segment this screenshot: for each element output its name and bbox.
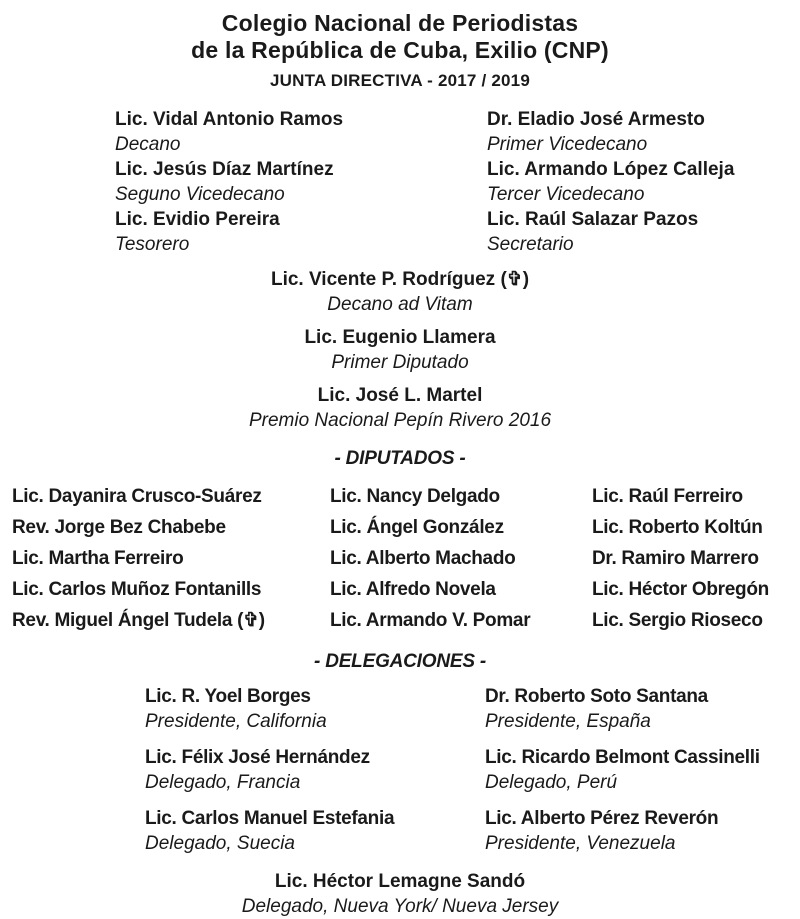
delegate-name: Lic. Alberto Pérez Reverón (485, 808, 719, 829)
officer-role: Seguno Vicedecano (115, 184, 285, 205)
honorary-role: Primer Diputado (331, 352, 469, 373)
delegaciones-section (0, 651, 800, 919)
diputado-name: Lic. Raúl Ferreiro (592, 486, 743, 507)
honorary-entry (0, 325, 800, 375)
officer-name: Lic. Jesús Díaz Martínez (115, 159, 334, 180)
delegate-role: Delegado, Suecia (145, 833, 295, 854)
officer-name: Lic. Evidio Pereira (115, 209, 280, 230)
delegate-entry (145, 684, 485, 734)
officer-role: Tesorero (115, 234, 190, 255)
officer-name: Lic. Raúl Salazar Pazos (487, 209, 699, 230)
page-title-line2: de la República de Cuba, Exilio (CNP) (191, 37, 609, 63)
officer-entry (487, 107, 800, 257)
delegate-entry (485, 684, 800, 734)
delegate-role: Presidente, Venezuela (485, 833, 676, 854)
diputado-name: Lic. Alberto Machado (330, 548, 516, 569)
page-subtitle: JUNTA DIRECTIVA - 2017 / 2019 (270, 71, 530, 90)
officers-right-column (487, 107, 800, 257)
honorary-name: Lic. Eugenio Llamera (304, 327, 496, 348)
diputados-grid (12, 481, 800, 636)
diputado-name: Lic. Dayanira Crusco-Suárez (12, 486, 262, 507)
page-title-line1: Colegio Nacional de Periodistas (221, 10, 579, 36)
officers-left-column (115, 107, 487, 257)
diputados-section (0, 448, 800, 636)
honorary-role: Decano ad Vitam (327, 294, 473, 315)
delegate-name: Dr. Roberto Soto Santana (485, 686, 708, 707)
diputado-name: Lic. Roberto Koltún (592, 517, 763, 538)
title-block (0, 10, 800, 91)
delegate-footer-entry (0, 869, 800, 919)
delegate-entry (145, 806, 485, 856)
delegate-name: Lic. Félix José Hernández (145, 747, 370, 768)
officer-name: Lic. Vidal Antonio Ramos (115, 109, 344, 130)
diputado-name: Lic. Sergio Rioseco (592, 610, 763, 631)
honorary-section (0, 267, 800, 433)
diputados-heading: - DIPUTADOS - (334, 448, 466, 469)
delegaciones-heading: - DELEGACIONES - (313, 651, 487, 672)
honorary-entry (0, 383, 800, 433)
officer-entry (115, 107, 487, 257)
delegate-entry (485, 806, 800, 856)
honorary-role: Premio Nacional Pepín Rivero 2016 (248, 410, 552, 431)
honorary-name: Lic. José L. Martel (317, 385, 483, 406)
honorary-entry (0, 267, 800, 317)
officer-role: Primer Vicedecano (487, 134, 648, 155)
diputado-name: Rev. Jorge Bez Chabebe (12, 517, 226, 538)
delegate-entry (485, 745, 800, 795)
delegate-name: Lic. Carlos Manuel Estefania (145, 808, 395, 829)
delegate-role: Delegado, Nueva York/ Nueva Jersey (241, 896, 559, 917)
delegaciones-left-column (145, 684, 485, 867)
delegate-role: Delegado, Perú (485, 772, 618, 793)
delegaciones-grid (145, 684, 800, 867)
delegate-name: Lic. Ricardo Belmont Cassinelli (485, 747, 760, 768)
officer-name: Lic. Armando López Calleja (487, 159, 735, 180)
delegate-name: Lic. R. Yoel Borges (145, 686, 311, 707)
officers-section (115, 107, 800, 257)
delegate-name: Lic. Héctor Lemagne Sandó (274, 871, 526, 892)
delegate-entry (145, 745, 485, 795)
diputado-name: Lic. Ángel González (330, 517, 504, 538)
officer-role: Tercer Vicedecano (487, 184, 645, 205)
delegate-role: Presidente, España (485, 711, 651, 732)
diputado-name: Lic. Carlos Muñoz Fontanills (12, 579, 262, 600)
officer-name: Dr. Eladio José Armesto (487, 109, 705, 130)
diputado-name: Lic. Héctor Obregón (592, 579, 769, 600)
officer-role: Decano (115, 134, 181, 155)
delegate-role: Presidente, California (145, 711, 327, 732)
diputado-name: Lic. Armando V. Pomar (330, 610, 531, 631)
diputado-name: Lic. Nancy Delgado (330, 486, 500, 507)
diputado-name: Lic. Martha Ferreiro (12, 548, 184, 569)
diputado-name: Dr. Ramiro Marrero (592, 548, 759, 569)
officer-role: Secretario (487, 234, 574, 255)
delegate-role: Delegado, Francia (145, 772, 301, 793)
delegaciones-right-column (485, 684, 800, 867)
diputado-name: Lic. Alfredo Novela (330, 579, 496, 600)
diputado-name: Rev. Miguel Ángel Tudela (✞) (12, 610, 265, 631)
honorary-name: Lic. Vicente P. Rodríguez (✞) (270, 269, 530, 290)
